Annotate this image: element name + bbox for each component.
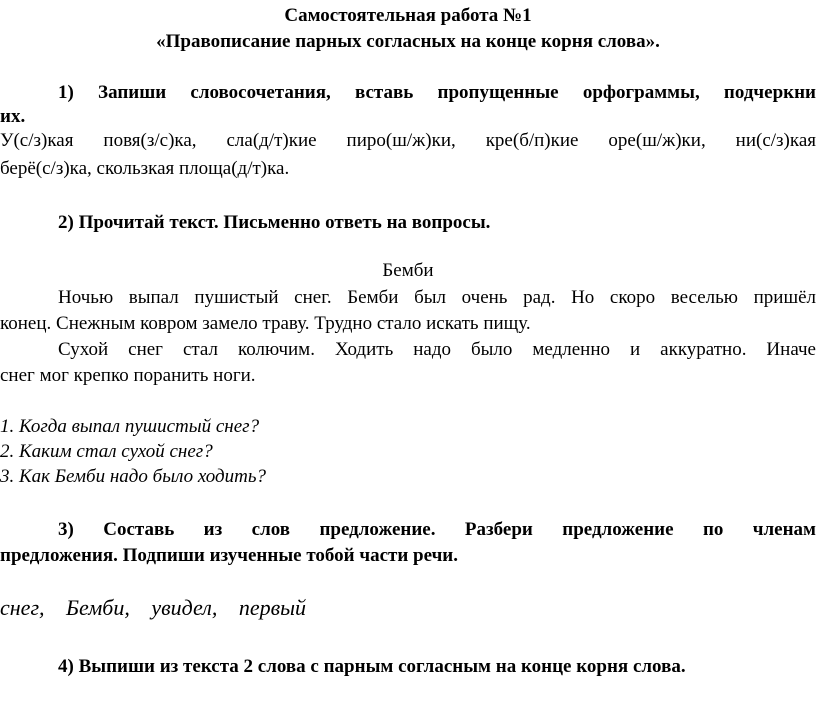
title-line-1: Самостоятельная работа №1 [284,5,532,26]
task1-heading-line-1: 1) Запиши словосочетания, вставь пропущенные орфограммы, подчеркни [58,82,816,103]
story-paragraph-2-line-2: снег мог крепко поранить ноги. [0,365,256,386]
question-2: 2. Каким стал сухой снег? [0,441,213,462]
story-paragraph-2-line-1: Сухой снег стал колючим. Ходить надо было медленно и аккуратно. Иначе [58,339,816,360]
task1-text-line-2: берё(с/з)ка, скользкая площа(д/т)ка. [0,158,290,179]
task3-heading-line-1: 3) Составь из слов предложение. Разбери предложение по членам [58,519,816,540]
question-3: 3. Как Бемби надо было ходить? [0,466,267,487]
word-list: снег, Бемби, увидел, первый [0,595,307,620]
task3-heading-line-2: предложения. Подпиши изученные тобой части речи. [0,545,458,566]
task4-heading: 4) Выпиши из текста 2 слова с парным согласным на конце корня слова. [58,656,686,677]
task1-text-line-1: У(с/з)кая повя(з/с)ка, сла(д/т)кие пиро(ш/ж)ки, кре(б/п)кие оре(ш/ж)ки, ни(с/з)кая [0,130,816,151]
task1-heading-line-2: их. [0,106,26,127]
story-title: Бемби [382,260,434,281]
title-line-2: «Правописание парных согласных на конце корня слова». [156,31,660,52]
task2-heading: 2) Прочитай текст. Письменно ответь на вопросы. [58,212,491,233]
question-1: 1. Когда выпал пушистый снег? [0,416,260,437]
story-paragraph-1-line-1: Ночью выпал пушистый снег. Бемби был очень рад. Но скоро веселью пришёл [58,287,816,308]
story-paragraph-1-line-2: конец. Снежным ковром замело траву. Трудно стало искать пищу. [0,313,531,334]
